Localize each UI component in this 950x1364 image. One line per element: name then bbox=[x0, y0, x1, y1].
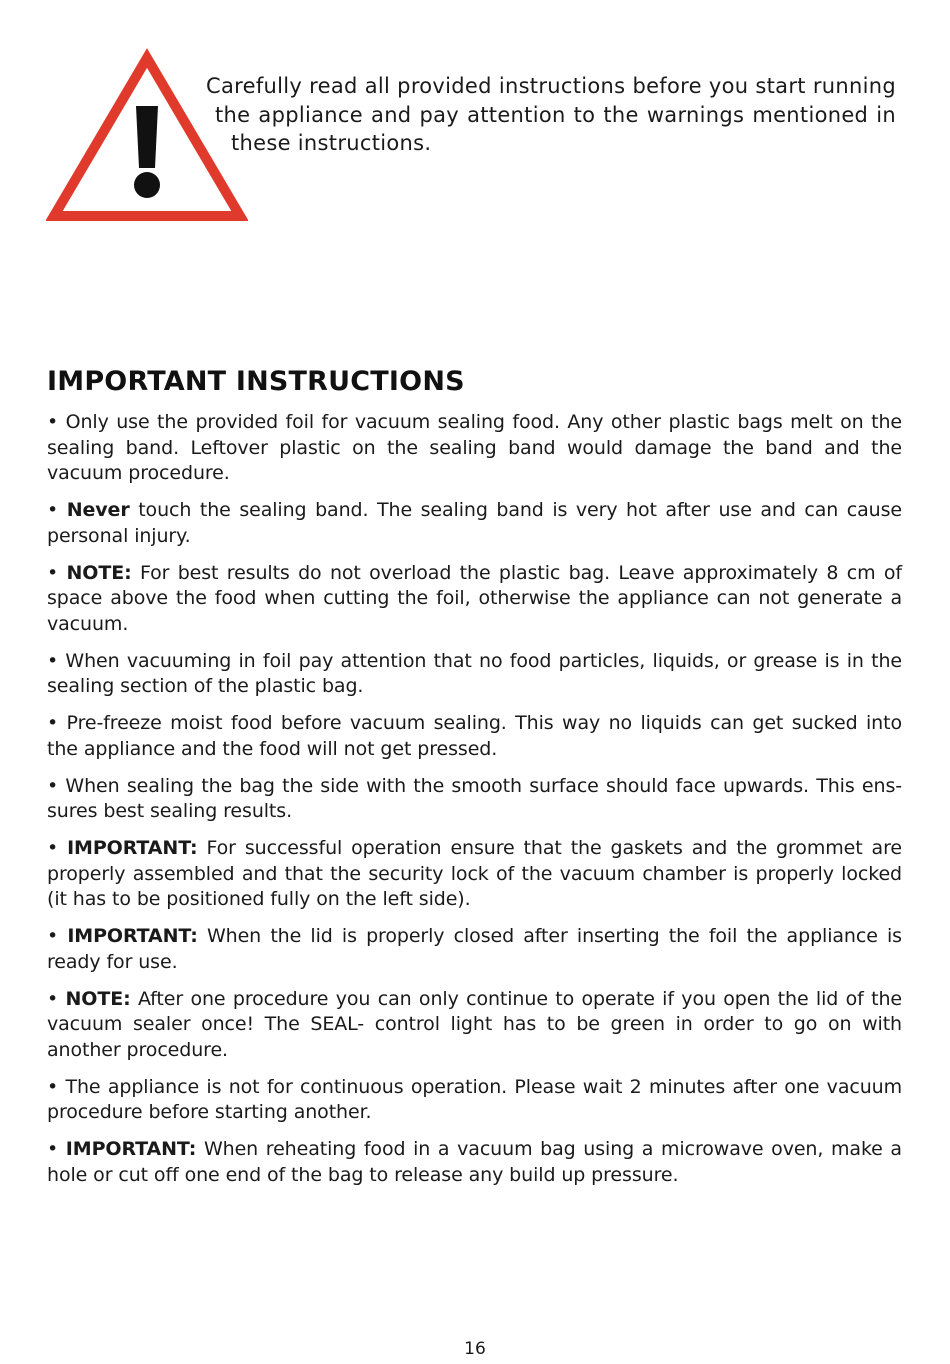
warning-line: the appliance and pay attention to the warnings mentioned in bbox=[215, 102, 896, 127]
bullet: • bbox=[47, 499, 59, 521]
instructions-list bbox=[47, 410, 902, 1188]
warning-line: these instructions. bbox=[231, 131, 432, 155]
instruction-text: For successful operation ensure that the gaskets and the grommet are properly assembled and that the security lock of the vacuum chamber is properly locked (it has to be positioned fully on the left side). bbox=[47, 837, 902, 910]
warning-text bbox=[206, 72, 896, 158]
bullet: • bbox=[47, 411, 59, 433]
instruction-keyword: IMPORTANT: bbox=[67, 837, 198, 859]
bullet: • bbox=[47, 712, 59, 734]
instruction-item bbox=[47, 987, 902, 1064]
instruction-keyword: IMPORTANT: bbox=[65, 1138, 197, 1160]
bullet: • bbox=[47, 837, 59, 859]
instruction-item bbox=[47, 924, 902, 975]
page-number: 16 bbox=[464, 1339, 486, 1359]
warning-line: Carefully read all provided instructions before you start running bbox=[206, 74, 896, 98]
instruction-keyword: Never bbox=[66, 499, 130, 521]
instruction-item bbox=[47, 561, 902, 638]
instruction-text: Pre-freeze moist food before vacuum sealing. This way no liquids can get sucked into the appliance and the food will not get pressed. bbox=[47, 712, 902, 760]
bullet: • bbox=[47, 925, 59, 947]
instruction-text: Only use the provided foil for vacuum sealing food. Any other plastic bags melt on the sealing band. Leftover plastic on the sealing band would damage the band and the vacuum procedure. bbox=[47, 411, 902, 484]
instruction-item bbox=[47, 498, 902, 549]
instruction-keyword: IMPORTANT: bbox=[67, 925, 198, 947]
instruction-text: touch the sealing band. The sealing band is very hot after use and can cause personal injury. bbox=[47, 499, 902, 547]
instruction-item bbox=[47, 1075, 902, 1126]
instruction-text: When reheating food in a vacuum bag using a microwave oven, make a hole or cut off one end of the bag to release any build up pressure. bbox=[47, 1138, 902, 1186]
bullet: • bbox=[47, 1075, 59, 1098]
instruction-text: For best results do not overload the plastic bag. Leave approximately 8 cm of space above the food when cutting the foil, otherwise the appliance can not generate a vacuum. bbox=[47, 561, 902, 635]
instruction-text: After one procedure you can only continue to operate if you open the lid of the vacuum sealer once! The SEAL- control light has to be green in order to go on with another procedure. bbox=[47, 987, 902, 1061]
instruction-item bbox=[47, 649, 902, 700]
bullet: • bbox=[47, 987, 59, 1010]
instruction-keyword: NOTE: bbox=[66, 561, 132, 584]
instruction-item bbox=[47, 410, 902, 487]
instruction-item bbox=[47, 1137, 902, 1188]
instruction-keyword: NOTE: bbox=[65, 987, 131, 1010]
instruction-text: When sealing the bag the side with the smooth surface should face upwards. This ens-sures best sealing results. bbox=[47, 774, 902, 822]
instruction-item bbox=[47, 836, 902, 913]
bullet: • bbox=[47, 1138, 59, 1160]
instruction-text: When vacuuming in foil pay attention that no food particles, liquids, or grease is in the sealing section of the plastic bag. bbox=[47, 649, 902, 697]
bullet: • bbox=[47, 561, 59, 584]
instruction-item bbox=[47, 711, 902, 762]
section-heading: IMPORTANT INSTRUCTIONS bbox=[47, 366, 465, 397]
bullet: • bbox=[47, 649, 59, 672]
bullet: • bbox=[47, 774, 59, 797]
instruction-item bbox=[47, 774, 902, 825]
instruction-text: When the lid is properly closed after inserting the foil the appliance is ready for use. bbox=[47, 925, 902, 973]
instruction-text: The appliance is not for continuous operation. Please wait 2 minutes after one vacuum procedure before starting another. bbox=[47, 1075, 902, 1123]
